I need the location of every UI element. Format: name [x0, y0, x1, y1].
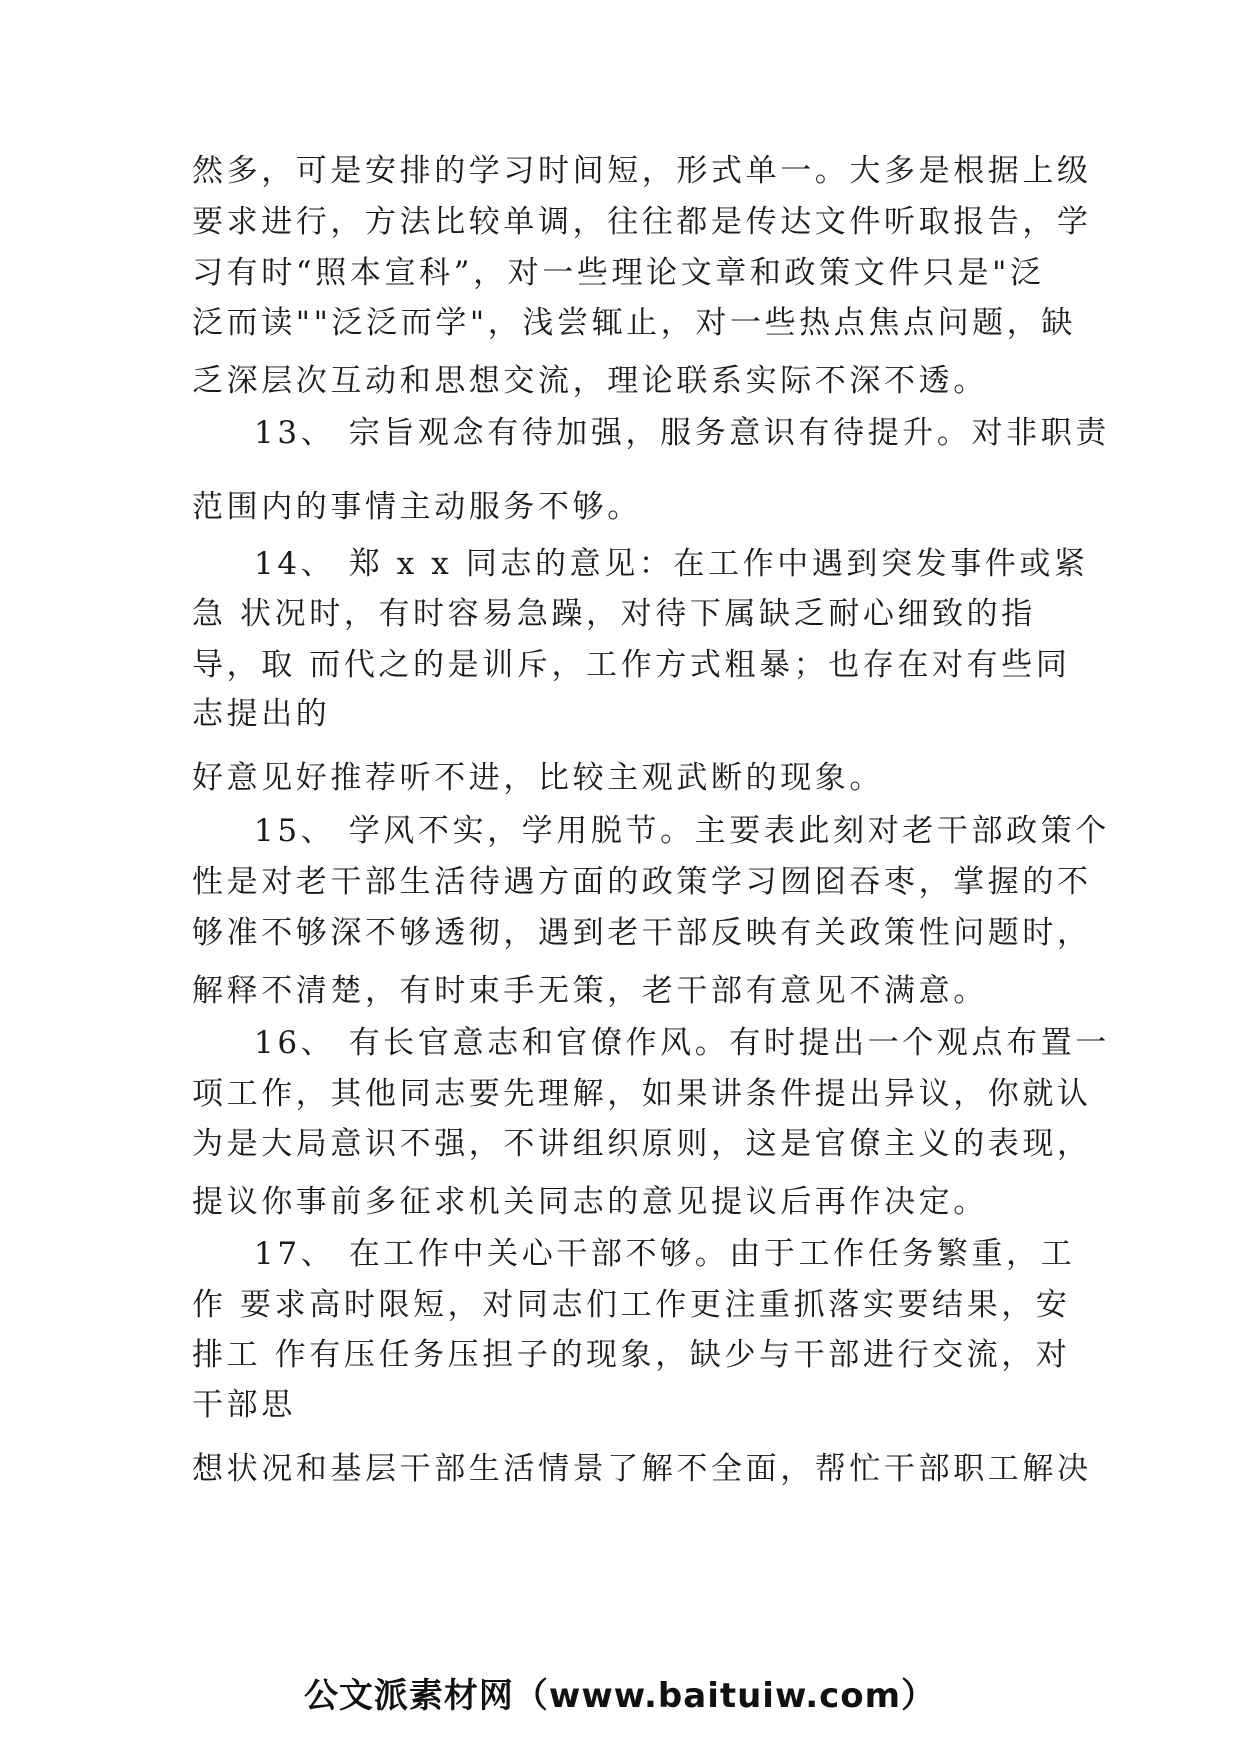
body-line: 乏深层次互动和思想交流，理论联系实际不深不透。 [192, 363, 988, 399]
body-line: 够准不够深不够透彻，遇到老干部反映有关政策性问题时， [192, 915, 1092, 951]
body-line: 好意见好推荐听不进，比较主观武断的现象。 [192, 760, 884, 796]
body-line: 想状况和基层干部生活情景了解不全面，帮忙干部职工解决 [192, 1451, 1092, 1487]
body-line: 志提出的 [192, 696, 331, 732]
body-line: 要求进行，方法比较单调，往往都是传达文件听取报告，学 [192, 204, 1092, 240]
body-line: 排工 作有压任务压担子的现象，缺少与干部进行交流，对 [192, 1337, 1071, 1373]
body-line: 15、 学风不实，学用脱节。主要表此刻对老干部政策个 [254, 813, 1110, 849]
body-line: 性是对老干部生活待遇方面的政策学习囫囵吞枣，掌握的不 [192, 864, 1092, 900]
body-line: 作 要求高时限短，对同志们工作更注重抓落实要结果，安 [192, 1287, 1071, 1323]
body-line: 习有时“照本宣科”，对一些理论文章和政策文件只是"泛 [192, 255, 1045, 291]
body-line: 项工作，其他同志要先理解，如果讲条件提出异议，你就认 [192, 1076, 1092, 1112]
body-line: 范围内的事情主动服务不够。 [192, 489, 642, 525]
body-line: 急 状况时，有时容易急躁，对待下属缺乏耐心细致的指 [192, 596, 1036, 632]
footer-watermark: 公文派素材网（www.baituiw.com） [303, 1676, 937, 1716]
body-line: 提议你事前多征求机关同志的意见提议后再作决定。 [192, 1184, 988, 1220]
body-line: 14、 郑 x x 同志的意见：在工作中遇到突发事件或紧 [254, 546, 1089, 582]
body-line: 17、 在工作中关心干部不够。由于工作任务繁重，工 [254, 1236, 1076, 1272]
body-line: 然多，可是安排的学习时间短，形式单一。大多是根据上级 [192, 153, 1092, 189]
body-line: 泛而读""泛泛而学"，浅尝辄止，对一些热点焦点问题，缺 [192, 305, 1076, 341]
body-line: 为是大局意识不强，不讲组织原则，这是官僚主义的表现， [192, 1126, 1092, 1162]
body-line: 干部思 [192, 1387, 296, 1423]
body-line: 解释不清楚，有时束手无策，老干部有意见不满意。 [192, 973, 988, 1009]
body-line: 16、 有长官意志和官僚作风。有时提出一个观点布置一 [254, 1025, 1110, 1061]
body-line: 导，取 而代之的是训斥，工作方式粗暴；也存在对有些同 [192, 647, 1071, 683]
body-line: 13、 宗旨观念有待加强，服务意识有待提升。对非职责 [254, 415, 1110, 451]
